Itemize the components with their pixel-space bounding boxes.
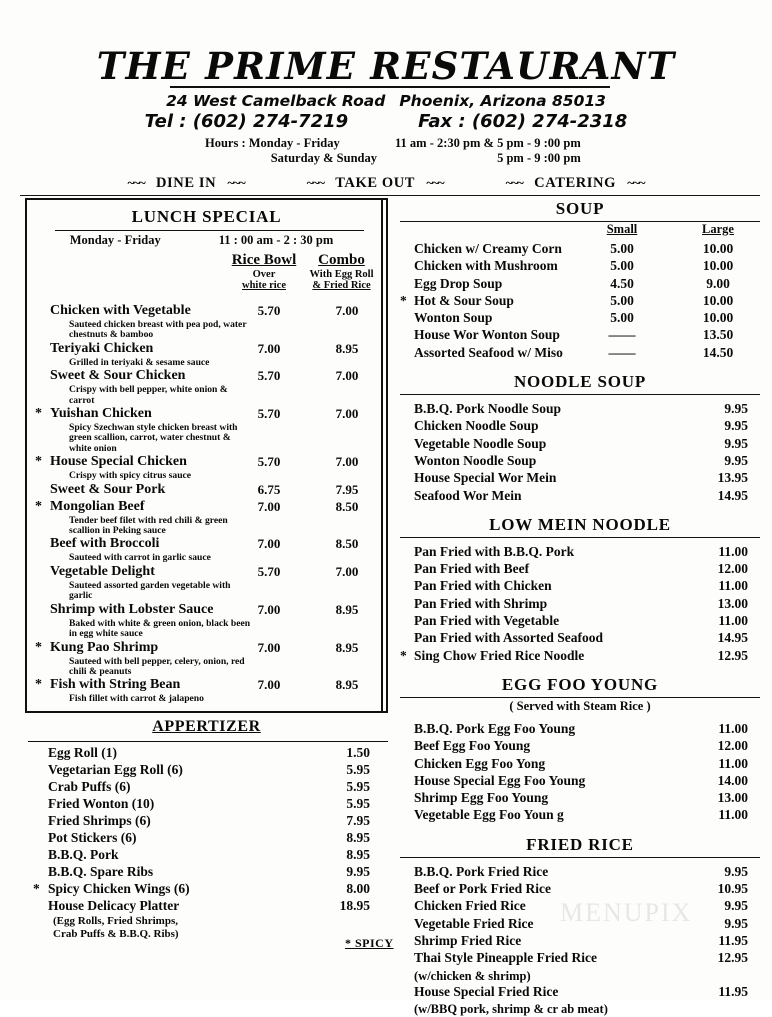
lunch-column-rice-bowl <box>227 252 301 291</box>
lunch-item-combo-price: 8.95 <box>335 340 359 356</box>
fried-rice-item-name: Shrimp Fried Rice <box>414 932 522 948</box>
low-mein-item-name: Pan Fried with B.B.Q. Pork <box>414 543 575 559</box>
soup-item-small-price: 5.00 <box>610 292 634 308</box>
soup-item-large-price: 13.50 <box>702 327 734 343</box>
lunch-item-description: Sauteed assorted garden vegetable with garlic <box>69 579 231 602</box>
lunch-item-row <box>27 640 386 657</box>
appetizer-item-row <box>25 830 388 847</box>
noodle-soup-item-name: Seafood Wor Mein <box>414 487 522 503</box>
fried-rice-item-name: Vegetable Fried Rice <box>414 915 534 931</box>
soup-item-small-price: 5.00 <box>610 258 634 274</box>
lunch-item-description: Grilled in teriyaki & sesame sauce <box>69 356 210 368</box>
lunch-item-name: Chicken with Vegetable <box>50 303 191 318</box>
soup-item-large-price: 9.00 <box>706 275 730 291</box>
lunch-item-combo-price: 8.50 <box>335 498 359 514</box>
lunch-column-combo <box>301 252 382 291</box>
appetizer-item-price: 1.50 <box>346 745 370 760</box>
noodle-soup-item-price: 9.95 <box>724 418 748 434</box>
egg-foo-young-item-name: Vegetable Egg Foo Youn g <box>414 807 564 823</box>
noodle-soup-item-row <box>400 436 760 453</box>
lunch-item-combo-price: 7.00 <box>335 563 359 579</box>
noodle-soup-item-price: 13.95 <box>717 470 748 486</box>
fried-rice-item-row <box>400 898 760 915</box>
noodle-soup-item-row <box>400 453 760 470</box>
spicy-star-icon: * <box>33 881 40 896</box>
fried-rice-item-price: 11.95 <box>718 983 748 999</box>
low-mein-item-row <box>400 578 760 595</box>
low-mein-item-price: 12.95 <box>717 647 748 663</box>
lunch-item-description: Crispy with spicy citrus sauce <box>69 470 192 482</box>
lunch-item-rice-bowl-price: 5.70 <box>257 406 281 422</box>
appetizer-item-list <box>25 745 388 941</box>
appetizer-item-row <box>25 745 388 762</box>
low-mein-noodle-section <box>400 514 760 665</box>
fried-rice-item-price: 9.95 <box>724 915 748 931</box>
hours-weekday-value: 11 am - 2:30 pm & 5 pm - 9 :00 pm <box>395 136 581 150</box>
lunch-item-row <box>27 536 386 553</box>
appetizer-item-row <box>25 864 388 881</box>
fried-rice-item-row <box>400 984 760 1001</box>
fried-rice-item-price: 12.95 <box>717 950 748 966</box>
spacer <box>400 665 760 674</box>
wave-left-icon: ~~~ <box>306 175 324 190</box>
lunch-item-row <box>27 406 386 423</box>
appetizer-item-row <box>25 881 388 898</box>
address-street: 24 West Camelback Road <box>166 92 386 110</box>
soup-item-row <box>400 310 760 327</box>
lunch-column-headers <box>227 252 382 291</box>
lunch-item-rice-bowl-price: 7.00 <box>257 536 281 552</box>
lunch-item-rice-bowl-price: 7.00 <box>257 340 281 356</box>
service-label-catering: CATERING <box>534 175 616 191</box>
fried-rice-item-name: Beef or Pork Fried Rice <box>414 881 551 897</box>
lunch-item-name: Kung Pao Shrimp <box>50 639 159 655</box>
wave-right-icon: ~~~ <box>426 175 444 190</box>
low-mein-item-row <box>400 544 760 561</box>
lunch-item-description: Sauteed chicken breast with pea pod, water chestnuts & bamboo <box>69 319 247 341</box>
egg-foo-young-item-price: 12.00 <box>717 738 748 754</box>
spicy-star-icon: * <box>400 292 407 308</box>
soup-item-row <box>400 345 760 362</box>
low-mein-item-price: 11.00 <box>718 613 748 629</box>
appetizer-item-price: 5.95 <box>346 796 370 811</box>
soup-item-name: Chicken w/ Creamy Corn <box>414 241 562 256</box>
combo-label: Combo <box>318 252 365 268</box>
combo-sub1: With Egg Roll <box>309 269 374 280</box>
lunch-times: 11 : 00 am - 2 : 30 pm <box>218 233 334 247</box>
lunch-item-name: Teriyaki Chicken <box>50 340 154 356</box>
soup-item-large-price: 10.00 <box>702 258 734 274</box>
noodle-soup-item-price: 9.95 <box>724 435 748 451</box>
soup-item-row <box>400 327 760 344</box>
noodle-soup-item-name: B.B.Q. Pork Noodle Soup <box>414 401 562 417</box>
lunch-item-row <box>27 368 386 385</box>
fried-rice-item-price: 10.95 <box>717 881 748 897</box>
hours-weekend-value: 5 pm - 9 :00 pm <box>497 151 581 165</box>
soup-item-small-price: 5.00 <box>610 241 634 256</box>
fried-rice-item-note: (w/BBQ pork, shrimp & cr ab meat) <box>414 1001 608 1016</box>
phone-number[interactable]: Tel : (602) 274-7219 <box>144 111 349 132</box>
soup-item-name: Hot & Sour Soup <box>414 292 514 308</box>
egg-foo-young-item-name: Chicken Egg Foo Yong <box>414 755 546 771</box>
low-mein-item-price: 14.95 <box>717 630 748 646</box>
noodle-soup-item-list <box>400 401 760 505</box>
low-mein-item-price: 12.00 <box>717 561 748 577</box>
appetizer-item-name: House Delicacy Platter <box>48 898 180 913</box>
fried-rice-item-row <box>400 933 760 950</box>
egg-foo-young-item-row <box>400 756 760 773</box>
lunch-item-name: Yuishan Chicken <box>50 406 152 422</box>
lunch-item-name: House Special Chicken <box>50 454 187 470</box>
spicy-star-icon: * <box>400 647 407 663</box>
appetizer-item-price: 5.95 <box>346 762 370 777</box>
lunch-item-row <box>27 482 386 499</box>
low-mein-item-name: Pan Fried with Shrimp <box>414 595 548 611</box>
low-mein-title: LOW MEIN NOODLE <box>489 514 671 534</box>
lunch-item-rice-bowl-price: 6.75 <box>257 481 281 497</box>
appetizer-platter-note: Crab Puffs & B.B.Q. Ribs) <box>53 928 179 940</box>
lunch-item-row <box>27 564 386 581</box>
soup-item-small-price: 5.00 <box>610 310 634 326</box>
egg-foo-young-item-price: 14.00 <box>717 772 748 788</box>
lunch-days: Monday - Friday <box>69 233 161 247</box>
egg-foo-young-item-row <box>400 738 760 755</box>
soup-item-row <box>400 258 760 275</box>
lunch-item-row <box>27 499 386 516</box>
lunch-item-description: Spicy Szechwan style chicken breast with green scallion, carrot, water chestnut & white onion <box>69 422 238 454</box>
appetizer-item-price: 9.95 <box>346 864 370 879</box>
lunch-title-divider <box>55 230 364 231</box>
egg-foo-young-title: EGG FOO YOUNG <box>501 674 659 694</box>
egg-foo-young-item-price: 11.00 <box>718 807 748 823</box>
low-mein-item-name: Pan Fried with Vegetable <box>414 613 560 629</box>
lunch-item-rice-bowl-price: 5.70 <box>257 454 281 470</box>
lunch-item-name: Sweet & Sour Pork <box>50 481 166 497</box>
address-city: Phoenix, Arizona 85013 <box>399 92 606 110</box>
egg-foo-young-item-row <box>400 807 760 824</box>
lunch-item-combo-price: 8.95 <box>335 677 359 693</box>
lunch-item-rice-bowl-price: 5.70 <box>257 303 281 318</box>
service-bar-divider <box>20 195 760 196</box>
lunch-item-combo-price: 8.50 <box>335 536 359 552</box>
lunch-item-name: Fish with String Bean <box>50 677 181 693</box>
egg-foo-young-section <box>400 674 760 825</box>
fried-rice-item-row <box>400 916 760 933</box>
low-mein-item-list <box>400 544 760 665</box>
hours-block <box>205 136 581 166</box>
service-label-dine-in: DINE IN <box>155 175 217 191</box>
lunch-item-description: Sauteed with bell pepper, celery, onion, red chili & peanuts <box>69 655 245 677</box>
noodle-soup-item-price: 9.95 <box>724 452 748 468</box>
appetizer-item-row <box>25 779 388 796</box>
lunch-item-combo-price: 7.95 <box>335 481 359 497</box>
rice-bowl-sub2: white rice <box>241 280 287 291</box>
noodle-soup-item-name: House Special Wor Mein <box>414 470 557 486</box>
fried-rice-title: FRIED RICE <box>526 834 634 854</box>
low-mein-item-name: Pan Fried with Beef <box>414 561 530 577</box>
soup-item-name: Assorted Seafood w/ Miso <box>414 344 563 360</box>
appetizer-title: APPERTIZER <box>152 718 261 735</box>
spicy-star-icon: * <box>35 498 42 514</box>
lunch-item-name: Sweet & Sour Chicken <box>50 368 186 384</box>
appetizer-item-name: B.B.Q. Spare Ribs <box>48 864 154 879</box>
lunch-item-row <box>27 677 386 694</box>
lunch-item-rice-bowl-price: 7.00 <box>257 498 281 514</box>
spicy-star-icon: * <box>35 406 42 422</box>
soup-item-list <box>400 241 760 362</box>
noodle-soup-item-row <box>400 418 760 435</box>
appetizer-item-price: 5.95 <box>346 779 370 794</box>
noodle-soup-item-price: 9.95 <box>724 401 748 417</box>
lunch-item-name: Vegetable Delight <box>50 563 155 579</box>
low-mein-item-name: Pan Fried with Chicken <box>414 578 552 594</box>
fried-rice-item-row <box>400 881 760 898</box>
appetizer-item-price: 8.00 <box>346 881 370 896</box>
fried-rice-item-name: B.B.Q. Pork Fried Rice <box>414 863 549 879</box>
appetizer-item-price: 8.95 <box>346 847 370 862</box>
lunch-item-description: Fish fillet with carrot & jalapeno <box>69 693 204 705</box>
fried-rice-item-price: 11.95 <box>718 932 748 948</box>
service-option-catering <box>506 175 645 192</box>
soup-title: SOUP <box>555 199 605 218</box>
service-option-dine-in <box>127 175 244 192</box>
lunch-special-item-list <box>27 303 386 705</box>
egg-foo-young-item-name: Beef Egg Foo Young <box>414 738 531 754</box>
spicy-star-icon: * <box>35 454 42 470</box>
soup-item-small-price: —— <box>608 344 636 360</box>
soup-item-name: Egg Drop Soup <box>414 275 503 291</box>
appetizer-item-name: Vegetarian Egg Roll (6) <box>48 762 183 777</box>
egg-foo-young-item-price: 13.00 <box>717 790 748 806</box>
address-line <box>0 92 772 110</box>
rice-bowl-label: Rice Bowl <box>231 252 297 268</box>
spicy-legend: * SPICY <box>345 936 394 950</box>
service-options-bar <box>0 175 772 192</box>
restaurant-name: THE PRIME RESTAURANT <box>96 44 676 88</box>
soup-item-name: Wonton Soup <box>414 310 493 326</box>
lunch-special-title: LUNCH SPECIAL <box>131 207 282 226</box>
appetizer-item-price: 7.95 <box>346 813 370 828</box>
soup-col-large: Large <box>702 222 734 236</box>
lunch-item-name: Shrimp with Lobster Sauce <box>50 601 214 617</box>
lunch-item-combo-price: 7.00 <box>335 454 359 470</box>
low-mein-item-row <box>400 561 760 578</box>
low-mein-item-price: 13.00 <box>717 595 748 611</box>
egg-foo-young-item-list <box>400 721 760 825</box>
spacer <box>400 825 760 834</box>
service-option-take-out <box>307 175 444 192</box>
wave-right-icon: ~~~ <box>627 175 645 190</box>
fried-rice-item-price: 9.95 <box>724 863 748 879</box>
appetizer-divider <box>28 741 388 742</box>
watermark: MENUPIX <box>560 898 693 927</box>
soup-item-large-price: 10.00 <box>702 310 734 326</box>
fried-rice-item-price: 9.95 <box>724 898 748 914</box>
lunch-special-section <box>25 198 388 713</box>
noodle-soup-item-name: Wonton Noodle Soup <box>414 452 537 468</box>
noodle-soup-item-row <box>400 401 760 418</box>
soup-item-large-price: 10.00 <box>702 241 734 256</box>
lunch-item-description: Tender beef filet with red chili & green scallion in Peking sauce <box>69 514 228 537</box>
appetizer-item-name: Fried Wonton (10) <box>48 796 155 811</box>
low-mein-item-name: Pan Fried with Assorted Seafood <box>414 630 603 646</box>
egg-foo-young-item-row <box>400 721 760 738</box>
egg-foo-young-item-name: B.B.Q. Pork Egg Foo Young <box>414 720 576 736</box>
lunch-item-combo-price: 7.00 <box>335 303 359 318</box>
noodle-soup-title: NOODLE SOUP <box>513 372 647 392</box>
egg-foo-young-item-name: House Special Egg Foo Young <box>414 772 586 788</box>
fried-rice-item-name: Chicken Fried Rice <box>414 898 526 914</box>
lunch-item-row <box>27 454 386 471</box>
fried-rice-item-note: (w/chicken & shrimp) <box>414 968 531 983</box>
lunch-item-description: Crispy with bell pepper, white onion & carrot <box>69 384 228 406</box>
appetizer-platter-note: (Egg Rolls, Fried Shrimps, <box>53 915 178 927</box>
appetizer-item-price: 8.95 <box>346 830 370 845</box>
combo-sub2: & Fried Rice <box>312 280 371 291</box>
soup-item-row <box>400 241 760 258</box>
low-mein-item-row <box>400 613 760 630</box>
service-label-take-out: TAKE OUT <box>335 175 416 191</box>
soup-item-row <box>400 293 760 310</box>
lunch-item-description: Baked with white & green onion, black been in egg white sauce <box>69 617 251 640</box>
rice-bowl-sub1: Over <box>252 269 276 280</box>
lunch-item-name: Mongolian Beef <box>50 498 145 514</box>
lunch-special-availability <box>27 233 376 248</box>
fax-number: Fax : (602) 274-2318 <box>418 111 628 132</box>
appetizer-item-row <box>25 796 388 813</box>
soup-column-headers <box>400 222 760 241</box>
lunch-item-combo-price: 7.00 <box>335 406 359 422</box>
appetizer-item-price: 18.95 <box>339 898 370 913</box>
lunch-item-rice-bowl-price: 5.70 <box>257 368 281 384</box>
lunch-item-rice-bowl-price: 7.00 <box>257 601 281 617</box>
lunch-item-combo-price: 8.95 <box>335 639 359 655</box>
noodle-soup-item-name: Chicken Noodle Soup <box>414 418 539 434</box>
lunch-item-combo-price: 7.00 <box>335 368 359 384</box>
lunch-item-row <box>27 602 386 619</box>
wave-left-icon: ~~~ <box>127 175 145 190</box>
appetizer-item-row <box>25 762 388 779</box>
appetizer-item-name: Fried Shrimps (6) <box>48 813 151 828</box>
hours-weekend-label: Saturday & Sunday <box>270 151 377 165</box>
low-mein-item-name: Sing Chow Fried Rice Noodle <box>414 647 585 663</box>
appetizer-item-row <box>25 813 388 830</box>
spacer <box>400 505 760 514</box>
fried-rice-item-name: House Special Fried Rice <box>414 983 559 999</box>
soup-item-small-price: —— <box>608 327 636 343</box>
lunch-item-row <box>27 303 386 320</box>
noodle-soup-item-row <box>400 488 760 505</box>
hours-weekday-label: Hours : Monday - Friday <box>205 136 340 150</box>
soup-col-small: Small <box>606 222 638 236</box>
egg-foo-young-item-name: Shrimp Egg Foo Young <box>414 790 549 806</box>
appetizer-item-name: Egg Roll (1) <box>48 745 117 760</box>
appetizer-item-name: B.B.Q. Pork <box>48 847 119 862</box>
egg-foo-young-item-row <box>400 790 760 807</box>
wave-left-icon: ~~~ <box>505 175 523 190</box>
low-mein-item-row <box>400 596 760 613</box>
wave-right-icon: ~~~ <box>227 175 245 190</box>
fried-rice-item-row <box>400 950 760 967</box>
low-mein-item-price: 11.00 <box>718 543 748 559</box>
lunch-item-rice-bowl-price: 7.00 <box>257 677 281 693</box>
noodle-soup-item-row <box>400 470 760 487</box>
noodle-soup-item-name: Vegetable Noodle Soup <box>414 435 547 451</box>
fried-rice-item-name: Thai Style Pineapple Fried Rice <box>414 950 597 966</box>
egg-foo-young-item-row <box>400 773 760 790</box>
appetizer-item-row <box>25 847 388 864</box>
contact-line <box>0 111 772 132</box>
noodle-soup-item-price: 14.95 <box>717 487 748 503</box>
egg-foo-young-item-price: 11.00 <box>718 755 748 771</box>
lunch-item-rice-bowl-price: 7.00 <box>257 639 281 655</box>
title-underline <box>170 86 610 88</box>
soup-item-row <box>400 276 760 293</box>
egg-foo-young-item-price: 11.00 <box>718 720 748 736</box>
lunch-item-row <box>27 341 386 358</box>
low-mein-item-row <box>400 630 760 647</box>
spacer <box>400 362 760 371</box>
soup-section <box>400 198 760 362</box>
egg-foo-young-subtitle: ( Served with Steam Rice ) <box>509 698 651 713</box>
spicy-star-icon: * <box>35 677 42 693</box>
noodle-soup-section <box>400 371 760 505</box>
soup-item-small-price: 4.50 <box>610 275 634 291</box>
lunch-item-rice-bowl-price: 5.70 <box>257 563 281 579</box>
fried-rice-section <box>400 834 760 1017</box>
low-mein-item-row <box>400 648 760 665</box>
fried-rice-item-row <box>400 864 760 881</box>
appetizer-item-name: Spicy Chicken Wings (6) <box>48 881 190 896</box>
lunch-item-description: Sauteed with carrot in garlic sauce <box>69 552 211 564</box>
lunch-item-name: Beef with Broccoli <box>50 536 160 552</box>
appetizer-item-row <box>25 898 388 915</box>
right-column <box>400 198 760 1017</box>
soup-item-name: House Wor Wonton Soup <box>414 327 560 343</box>
soup-item-large-price: 10.00 <box>702 292 734 308</box>
low-mein-item-price: 11.00 <box>718 578 748 594</box>
fried-rice-item-list <box>400 864 760 1017</box>
soup-item-large-price: 14.50 <box>702 344 734 360</box>
appetizer-item-name: Pot Stickers (6) <box>48 830 137 845</box>
spicy-star-icon: * <box>35 639 42 655</box>
soup-item-name: Chicken with Mushroom <box>414 258 558 274</box>
lunch-item-combo-price: 8.95 <box>335 601 359 617</box>
appetizer-item-name: Crab Puffs (6) <box>48 779 131 794</box>
